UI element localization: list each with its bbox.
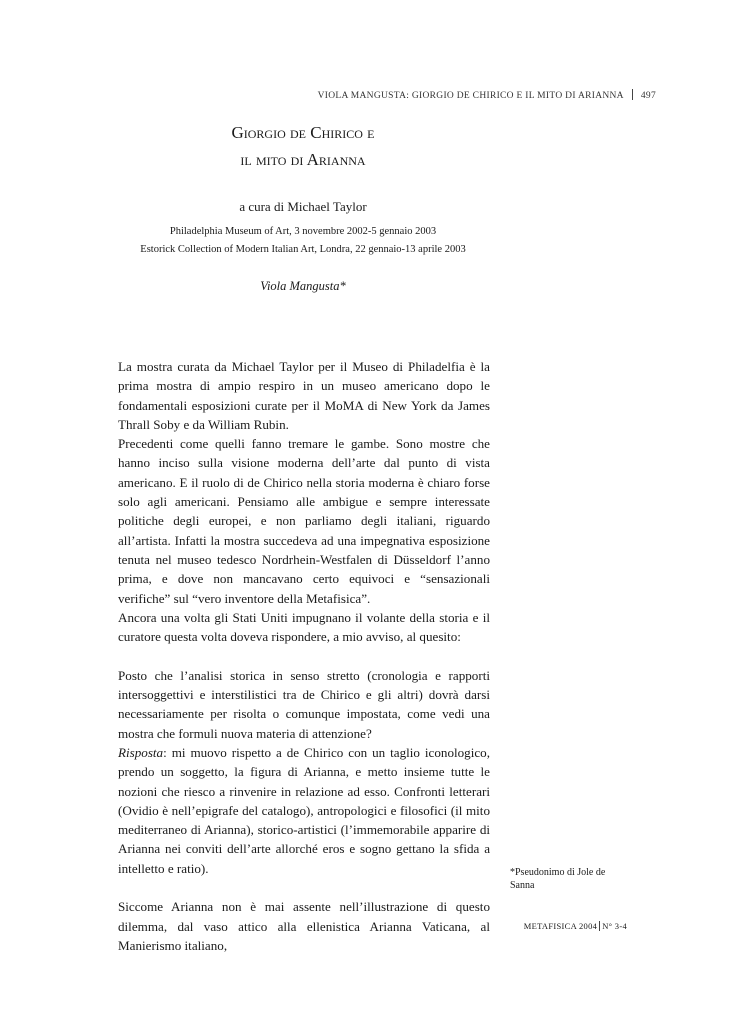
- running-head-title: VIOLA MANGUSTA: GIORGIO DE CHIRICO E IL MITO DI ARIANNA: [317, 91, 624, 101]
- paragraph-1: La mostra curata da Michael Taylor per il Museo di Philadelfia è la prima mostra di ampio respiro in un museo americano dopo le fondamentali esposizioni curate per il MoMA di New York da James Thrall Soby e da William Rubin.: [118, 359, 490, 432]
- page-footer: [524, 921, 627, 931]
- paragraph-gap: [118, 878, 490, 897]
- paragraph-6: Siccome Arianna non è mai assente nell’illustrazione di questo dilemma, dal vaso attico alla ellenistica Arianna Vaticana, al Manierismo italiano,: [118, 899, 490, 953]
- venue-philadelphia: Philadelphia Museum of Art, 3 novembre 2002-5 gennaio 2003: [169, 226, 437, 237]
- running-head-divider: [632, 89, 633, 100]
- article-title: [0, 119, 606, 173]
- paragraph-5-text: : mi muovo rispetto a de Chirico con un taglio iconologico, prendo un soggetto, la figura di Arianna, e metto insieme tutte le nozioni che riesco a rinvenire in relazione ad esso. Confronti letterari (Ovidio è nell’epigrafe del catalogo), antropologici e filosofici (il mito mediterraneo di Arianna), storico-artistici (l’immemorabile apparire di Arianna nei conviti dell’arte allorché eros e sogno gettano la sfida a intelletto e ratio).: [118, 744, 490, 876]
- answer-label: Risposta: [118, 744, 164, 760]
- title-line-1: Giorgio de Chirico e: [231, 123, 375, 142]
- running-head: [318, 89, 656, 101]
- issue-number: N° 3-4: [602, 921, 627, 931]
- venue-london: Estorick Collection of Modern Italian Art, Londra, 22 gennaio-13 aprile 2003: [140, 244, 466, 255]
- paragraph-gap: [118, 646, 490, 665]
- journal-name: METAFISICA 2004: [523, 921, 598, 931]
- paragraph-5: [118, 743, 490, 878]
- footnote: *Pseudonimo di Jole de Sanna: [510, 867, 606, 891]
- title-line-2: il mito di Arianna: [240, 150, 366, 169]
- venue-list: [0, 223, 606, 259]
- footer-divider: [599, 921, 600, 931]
- author-name: Viola Mangusta*: [260, 279, 346, 293]
- page-number: 497: [640, 91, 656, 101]
- paragraph-2: Precedenti come quelli fanno tremare le gambe. Sono mostre che hanno inciso sulla visione moderna dell’arte dal punto di vista americano. E il ruolo di de Chirico nella storia moderna è chiaro forse solo agli americani. Pensiamo alle ambigue e sempre interessate politiche degli europei, e non parliamo degli italiani, riguardo all’artista. Infatti la mostra succedeva ad una impegnativa esposizione tenuta nel museo tedesco Nordrhein-Westfalen di Düsseldorf l’anno prima, e dove non mancavano certo equivoci e “sensazionali verifiche” sul “vero inventore della Metafisica”.: [118, 436, 490, 606]
- curator-line: a cura di Michael Taylor: [239, 199, 367, 214]
- article-body: [118, 357, 490, 955]
- paragraph-4: Posto che l’analisi storica in senso stretto (cronologia e rapporti intersoggettivi e interstilistici tra de Chirico e gli altri) dovrà darsi necessariamente per risolta o comunque impostata, come vedi una mostra che formuli nuova materia di attenzione?: [118, 667, 490, 741]
- paragraph-3: Ancora una volta gli Stati Uniti impugnano il volante della storia e il curatore questa volta doveva rispondere, a mio avviso, al quesito:: [118, 609, 490, 645]
